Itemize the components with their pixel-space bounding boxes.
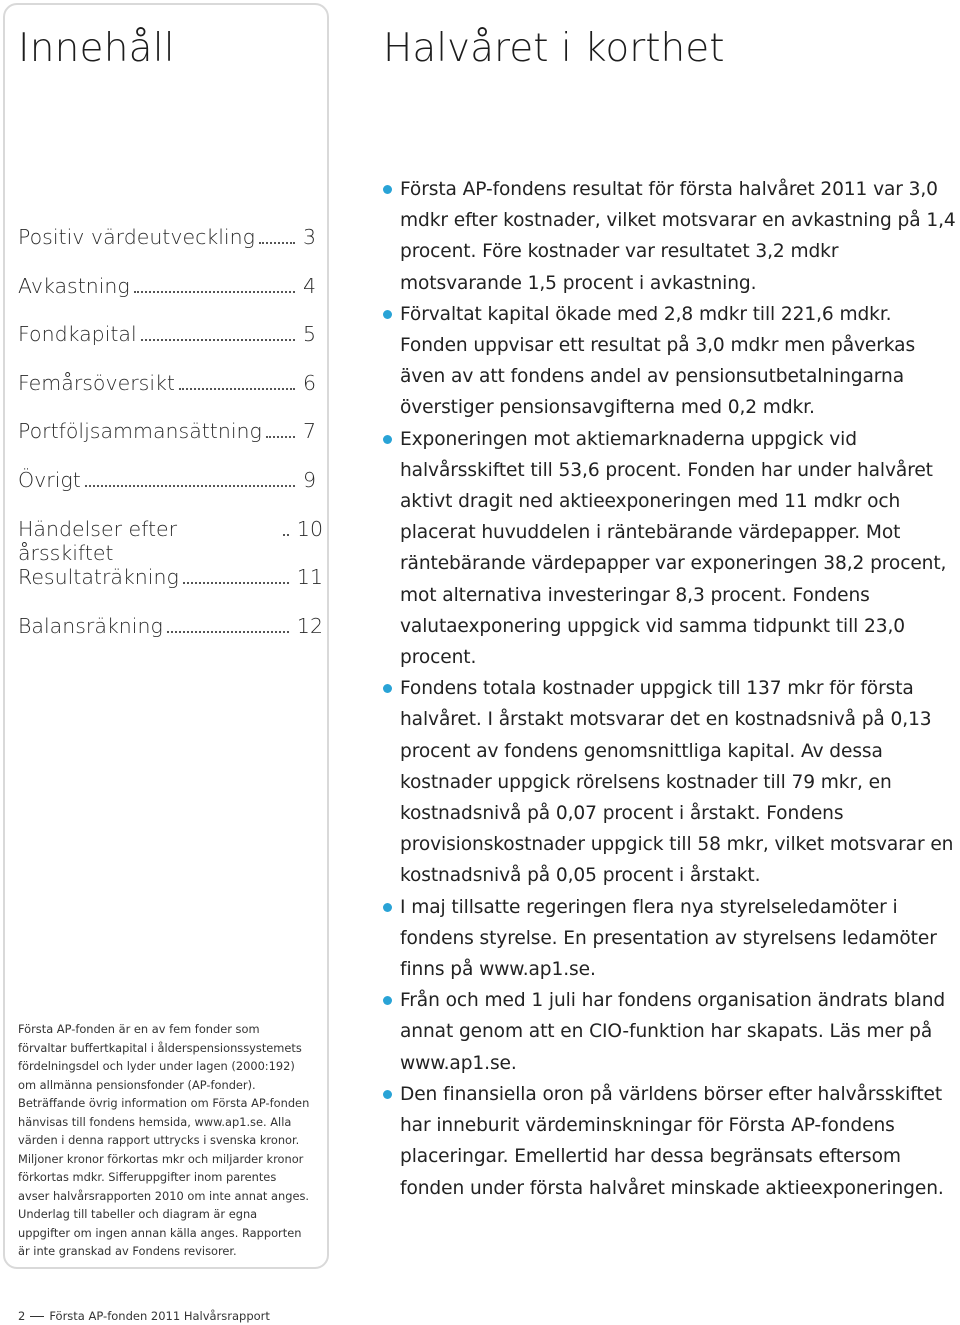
toc-page: 7 — [303, 419, 317, 444]
list-item — [383, 1079, 958, 1204]
list-item — [383, 299, 958, 424]
toc-leader — [183, 568, 289, 584]
list-item-text: Den finansiella oron på världens börser efter halvårsskiftet har inneburit värdeminskningar för Första AP-fondens placeringar. Emellertid har dessa begränsats eftersom fonden under första halvåret minskade aktieexponeringen. — [400, 1083, 944, 1199]
toc-label: Balansräkning — [18, 613, 163, 638]
bullet-dot-icon — [383, 903, 392, 912]
toc-leader — [141, 325, 295, 341]
table-of-contents — [18, 225, 323, 662]
list-item — [383, 985, 958, 1079]
bullet-dot-icon — [383, 185, 392, 194]
toc-item[interactable] — [18, 565, 323, 614]
page-title: Halvåret i korthet — [383, 26, 725, 71]
bullet-dot-icon — [383, 435, 392, 444]
toc-leader — [179, 373, 295, 389]
bullet-dot-icon — [383, 310, 392, 319]
toc-leader — [283, 519, 289, 535]
toc-label: Fondkapital — [18, 322, 137, 347]
toc-leader — [266, 422, 295, 438]
toc-item[interactable] — [18, 614, 323, 663]
toc-leader — [259, 228, 295, 244]
toc-item[interactable] — [18, 225, 323, 274]
sidebar-title: Innehåll — [18, 26, 175, 71]
toc-page: 11 — [296, 565, 323, 590]
list-item-text: Förvaltat kapital ökade med 2,8 mdkr till 221,6 mdkr. Fonden uppvisar ett resultat på 3,0 mdkr men påverkas även av att fondens andel av pensionsutbetalningarna överstiger pensionsavgifterna med 0,2 mdkr. — [400, 303, 916, 419]
page-footer — [18, 1309, 270, 1323]
toc-label: Positiv värdeutveckling — [18, 225, 255, 249]
toc-label: Portföljsammansättning — [18, 419, 262, 444]
page-number: 2 — [18, 1309, 26, 1323]
bullet-dot-icon — [383, 684, 392, 693]
toc-item[interactable] — [18, 468, 323, 517]
toc-item[interactable] — [18, 274, 323, 323]
toc-leader — [134, 276, 295, 292]
list-item — [383, 673, 958, 891]
bullet-dot-icon — [383, 1090, 392, 1099]
toc-page: 3 — [303, 225, 317, 249]
toc-label: Avkastning — [18, 273, 130, 298]
list-item-text: Exponeringen mot aktiemarknaderna uppgick vid halvårsskiftet till 53,6 procent. Fonden har under halvåret aktivt dragit ned aktieexponeringen med 11 mdkr och placerat huvuddelen i räntebärande värdepapper. Mot räntebärande värdepapper var exponeringen 38,2 procent, mot alternativa investeringar 8,3 procent. Fondens valutaexponering uppgick vid samma tidpunkt till 23,0 procent. — [400, 428, 947, 669]
toc-item[interactable] — [18, 419, 323, 468]
toc-label: Femårsöversikt — [18, 370, 175, 395]
toc-label: Övrigt — [18, 467, 81, 492]
list-item-text: I maj tillsatte regeringen flera nya styrelseledamöter i fondens styrelse. En presentation av styrelsens ledamöter finns på www.ap1.se. — [400, 896, 937, 981]
toc-leader — [85, 471, 295, 487]
toc-page: 9 — [303, 467, 317, 492]
toc-page: 12 — [296, 613, 323, 638]
list-item — [383, 892, 958, 986]
list-item-text: Från och med 1 juli har fondens organisation ändrats bland annat genom att en CIO-funktion har skapats. Läs mer på www.ap1.se. — [400, 990, 946, 1074]
footer-separator — [30, 1316, 44, 1317]
toc-page: 10 — [296, 516, 324, 541]
list-item — [383, 424, 958, 674]
highlights-list — [383, 174, 958, 1204]
toc-page: 6 — [303, 370, 317, 395]
toc-label: Händelser efter årsskiftet — [18, 516, 178, 565]
list-item — [383, 174, 958, 299]
toc-item[interactable] — [18, 322, 323, 371]
list-item-text: Första AP-fondens resultat för första halvåret 2011 var 3,0 mdkr efter kostnader, vilket motsvarar en avkastning på 1,4 procent. Före kostnader var resultatet 3,2 mdkr motsvarande 1,5 procent i avkastning. — [400, 179, 956, 294]
toc-item[interactable] — [18, 517, 323, 566]
footer-text: Första AP-fonden 2011 Halvårsrapport — [49, 1309, 270, 1323]
sidebar-note: Första AP-fonden är en av fem fonder som förvaltar buffertkapital i ålderspensionssystemets fördelningsdel och lyder under lagen (2000:192) om allmänna pensionsfonder (AP-fonder). Beträffande övrig information om Första AP-fonden hänvisas till fondens hemsida, www.ap1.se. Alla värden i denna rapport uttrycks i svenska kronor. Miljoner kronor förkortas mkr och miljarder kronor förkortas mdkr. Sifferuppgifter inom parentes avser halvårsrapporten 2010 om inte annat anges. Underlag till tabeller och diagram är egna uppgifter om ingen annan källa anges. Rapporten är inte granskad av Fondens revisorer. — [18, 1022, 310, 1258]
toc-leader — [167, 616, 289, 632]
toc-item[interactable] — [18, 371, 323, 420]
toc-label: Resultaträkning — [18, 565, 179, 590]
toc-page: 4 — [303, 273, 317, 298]
bullet-dot-icon — [383, 996, 392, 1005]
toc-page: 5 — [303, 322, 317, 347]
list-item-text: Fondens totala kostnader uppgick till 137 mkr för första halvåret. I årstakt motsvarar det en kostnadsnivå på 0,13 procent av fondens genomsnittliga kapital. Av dessa kostnader uppgick rörelsens kostnader till 79 mkr, en kostnadsnivå på 0,07 procent i årstakt. Fondens provisionskostnader uppgick till 58 mkr, vilket motsvarar en kostnadsnivå på 0,05 procent i årstakt. — [400, 678, 954, 887]
